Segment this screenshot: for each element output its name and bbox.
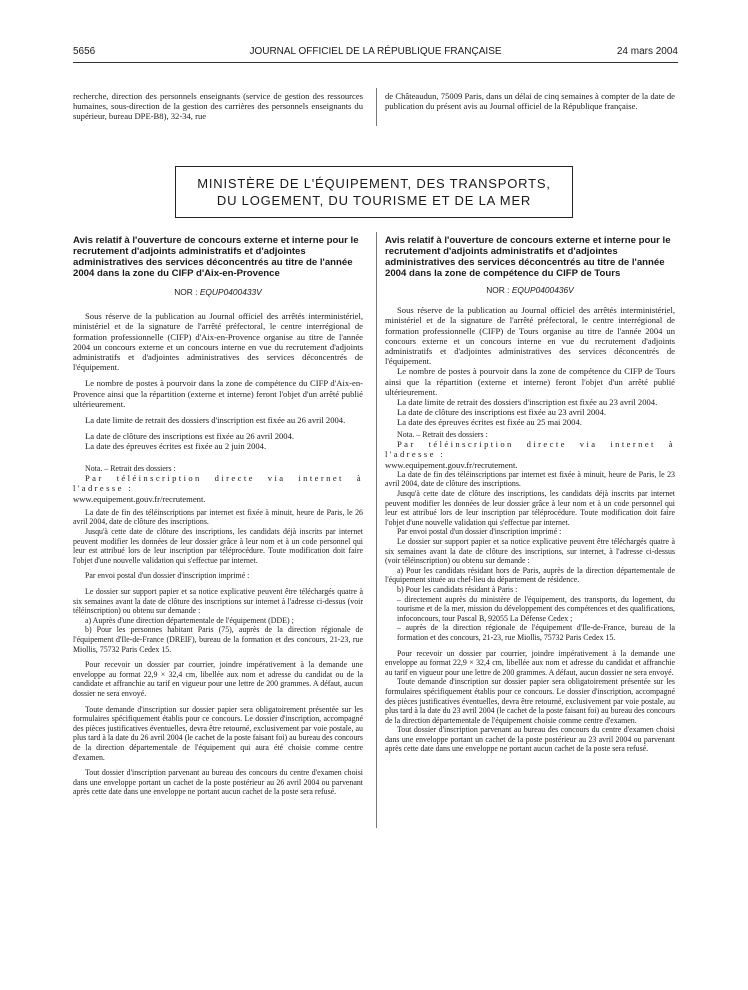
note-title: Nota. – Retrait des dossiers : xyxy=(397,429,488,439)
top-right-text xyxy=(385,91,675,111)
paragraph: La date limite de retrait des dossiers d'inscription est fixée au 26 avril 2004. xyxy=(85,415,346,426)
paragraph: Tout dossier d'inscription parvenant au bureau des concours du centre d'examen choisi dans une enveloppe portant un cachet de la poste postérieur au 26 avril 2004 ou parvenant après cette date dans une enveloppe ne portant aucun cachet de la poste sera refusé. xyxy=(73,768,363,797)
nor-code: EQUP0400436V xyxy=(511,285,574,295)
ministry-box xyxy=(175,166,573,218)
note-url: www.equipement.gouv.fr/recrutement. xyxy=(73,493,206,504)
top-left-text xyxy=(73,91,363,122)
paragraph: Sous réserve de la publication au Journal officiel des arrêtés interministériel, ministériel et de la signature de l'arrêté préfectoral, le centre interrégional de formation professionnelle (CIFP) de Tours organise au titre de l'année 2004 un concours externe et un concours interne en vue du recrutement d'adjoints administratifs et d'adjointes administratives des services déconcentrés de l'équipement. xyxy=(385,305,675,367)
column-divider xyxy=(376,232,377,828)
article-aix xyxy=(73,235,363,797)
paragraph: Par envoi postal d'un dossier d'inscription imprimé : xyxy=(85,571,250,581)
note-url: www.equipement.gouv.fr/recrutement. xyxy=(385,459,518,470)
paragraph: Toute demande d'inscription sur dossier papier sera obligatoirement présentée sur les formulaires spécifiquement établis pour ce concours. Le dossier d'inscription, accompagné des pièces justificatives éventuelles, devra être retourné, exclusivement par voie postale, au plus tard à la date du 23 avril 2004 (le cachet de la poste faisant foi) au bureau des concours de la direction départementale de l'équipement choisie comme centre d'examen. xyxy=(385,677,675,725)
paragraph: Toute demande d'inscription sur dossier papier sera obligatoirement présentée sur les formulaires spécifiquement établis pour ce concours. Le dossier d'inscription, accompagné des pièces justificatives éventuelles, devra être retourné, exclusivement par voie postale, au plus tard à la date du 26 avril 2004 (le cachet de la poste faisant foi) au bureau des concours de la direction départementale de l'équipement qui aura été choisie comme centre d'examen. xyxy=(73,704,363,762)
paragraph: Jusqu'à cette date de clôture des inscriptions, les candidats déjà inscrits par internet peuvent modifier les données de leur dossier grâce à leur nom et à un code personnel qui leur est attribué lors de leur inscription par téléprocédure. Toute modification doit faire l'objet d'une nouvelle validation qui s'effectue par internet. xyxy=(73,527,363,565)
nor-code: EQUP0400433V xyxy=(199,287,262,297)
paragraph: La date de clôture des inscriptions est fixée au 26 avril 2004. xyxy=(85,431,295,442)
paragraph: La date des épreuves écrites est fixée au 2 juin 2004. xyxy=(85,441,267,452)
page-number: 5656 xyxy=(73,46,96,57)
list-item: b) Pour les personnes habitant Paris (75), auprès de la direction régionale de l'équipement d'Ile-de-France (DREIF), bureau de la formation et des concours, 21-23, rue Miollis, 75732 Paris Cedex 15. xyxy=(73,625,363,654)
article-title: Avis relatif à l'ouverture de concours externe et interne pour le recrutement d'adjoints administratifs et d'adjointes administratives des services déconcentrés au titre de l'année 2004 dans la zone du CIFP d'Aix-en-Provence xyxy=(73,235,359,279)
paragraph: Pour recevoir un dossier par courrier, joindre impérativement à la demande une enveloppe au format 22,9 × 32,4 cm, libellée aux nom et adresse du candidat ou de la candidate et affranchie au tarif en vigueur pour une lettre de 200 grammes. A défaut, aucun dossier ne sera envoyé. xyxy=(73,660,363,698)
ministry-line-2: DU LOGEMENT, DU TOURISME ET DE LA MER xyxy=(216,193,532,208)
continued-paragraph-right: de Châteaudun, 75009 Paris, dans un délai de cinq semaines à compter de la date de publication du présent avis au Journal officiel de la République française. xyxy=(385,91,675,112)
journal-title: JOURNAL OFFICIEL DE LA RÉPUBLIQUE FRANÇAISE xyxy=(249,46,502,57)
paragraph: Le nombre de postes à pourvoir dans la zone de compétence du CIFP de Tours ainsi que la répartition (externe et interne) feront l'objet d'un arrêté publié ultérieurement. xyxy=(385,366,675,397)
continued-paragraph-left: recherche, direction des personnels enseignants (service de gestion des ressources humaines, sous-direction de la gestion des carrières des personnels enseignants du supérieur, bureau DPE-B8), 32-34, rue xyxy=(73,91,363,122)
list-item: a) Auprès d'une direction départementale de l'équipement (DDE) ; xyxy=(85,615,294,625)
paragraph: La date de fin des téléinscriptions par internet est fixée à minuit, heure de Paris, le 23 avril 2004, date de clôture des inscriptions. xyxy=(385,469,675,489)
note-title: Nota. – Retrait des dossiers : xyxy=(85,463,176,473)
paragraph: La date de fin des téléinscriptions par internet est fixée à minuit, heure de Paris, le 26 avril 2004, date de clôture des inscriptions. xyxy=(73,507,363,527)
top-column-divider xyxy=(376,88,377,126)
paragraph: Sous réserve de la publication au Journal officiel des arrêtés interministériel, ministériel et de la signature de l'arrêté préfectoral, le centre interrégional de formation professionnelle (CIFP) d'Aix-en-Provence organise au titre de l'année 2004 un concours externe et un concours interne en vue du recrutement d'adjoints administratifs et d'adjointes administratives des services déconcentrés de l'équipement. xyxy=(73,311,363,373)
header-rule xyxy=(73,62,678,63)
list-item: – auprès de la direction régionale de l'équipement d'Ile-de-France, bureau de la formation et des concours, 21-23, rue Miollis, 75732 Paris Cedex 15. xyxy=(397,623,675,642)
paragraph: La date limite de retrait des dossiers d'inscription est fixée au 23 avril 2004. xyxy=(397,397,658,408)
nor-label: NOR : xyxy=(486,285,510,295)
note-line: Par téléinscription directe via internet à l'adresse : xyxy=(385,439,675,460)
nor-reference xyxy=(73,287,363,297)
issue-date: 24 mars 2004 xyxy=(616,46,678,57)
paragraph: Par envoi postal d'un dossier d'inscription imprimé : xyxy=(397,527,562,537)
paragraph: Jusqu'à cette date de clôture des inscriptions, les candidats déjà inscrits par internet peuvent modifier les données de leur dossier grâce à leur nom et à un code personnel qui leur est attribué lors de leur inscription par téléprocédure. Toute modification doit faire l'objet d'une nouvelle validation qui s'effectue par internet. xyxy=(385,489,675,527)
article-title: Avis relatif à l'ouverture de concours externe et interne pour le recrutement d'adjoints administratifs et d'adjointes administratives des services déconcentrés au titre de l'année 2004 dans la zone de compétence du CIFP de Tours xyxy=(385,235,671,279)
article-tours xyxy=(385,235,675,754)
list-item: – directement auprès du ministère de l'équipement, des transports, du logement, du tourisme et de la mer, mission du développement des compétences et des qualifications, infoconcours, tour Pascal B, 92055 La Défense Cedex ; xyxy=(397,594,675,623)
paragraph: Tout dossier d'inscription parvenant au bureau des concours du centre d'examen choisi dans une enveloppe portant un cachet de la poste postérieur au 23 avril 2004 ou parvenant après cette date dans une enveloppe ne portant aucun cachet de la poste sera refusé. xyxy=(385,725,675,754)
ministry-line-1: MINISTÈRE DE L'ÉQUIPEMENT, DES TRANSPORTS, xyxy=(197,176,551,191)
list-item: b) Pour les candidats résidant à Paris : xyxy=(397,584,518,594)
page-header xyxy=(73,40,678,60)
paragraph: Le nombre de postes à pourvoir dans la zone de compétence du CIFP d'Aix-en-Provence ainsi que la répartition (externe et interne) feront l'objet d'un arrêté publié ultérieurement. xyxy=(73,378,363,409)
nor-label: NOR : xyxy=(174,287,198,297)
list-item: a) Pour les candidats résidant hors de Paris, auprès de la direction départementale de l'équipement située au chef-lieu du département de résidence. xyxy=(385,565,675,585)
paragraph: Pour recevoir un dossier par courrier, joindre impérativement à la demande une enveloppe au format 22,9 × 32,4 cm, libellée aux nom et adresse du candidat et affranchie au tarif en vigueur pour une lettre de 200 grammes. A défaut, aucun dossier ne sera envoyé. xyxy=(385,648,675,677)
note-line: Par téléinscription directe via internet à l'adresse : xyxy=(73,473,363,494)
nor-reference xyxy=(385,285,675,295)
paragraph: La date de clôture des inscriptions est fixée au 23 avril 2004. xyxy=(397,407,607,418)
paragraph: Le dossier sur support papier et sa notice explicative peuvent être téléchargés quatre à six semaines avant la date de clôture des inscriptions sur internet à l'adresse ci-dessus (voir téléinscription) ou obtenu sur demande : xyxy=(73,587,363,616)
paragraph: La date des épreuves écrites est fixée au 25 mai 2004. xyxy=(397,417,582,428)
paragraph: Le dossier sur support papier et sa notice explicative peuvent être téléchargés quatre à six semaines avant la date de clôture des inscriptions, sur internet, à l'adresse ci-dessus (voir téléinscription) ou obtenu sur demande : xyxy=(385,537,675,566)
